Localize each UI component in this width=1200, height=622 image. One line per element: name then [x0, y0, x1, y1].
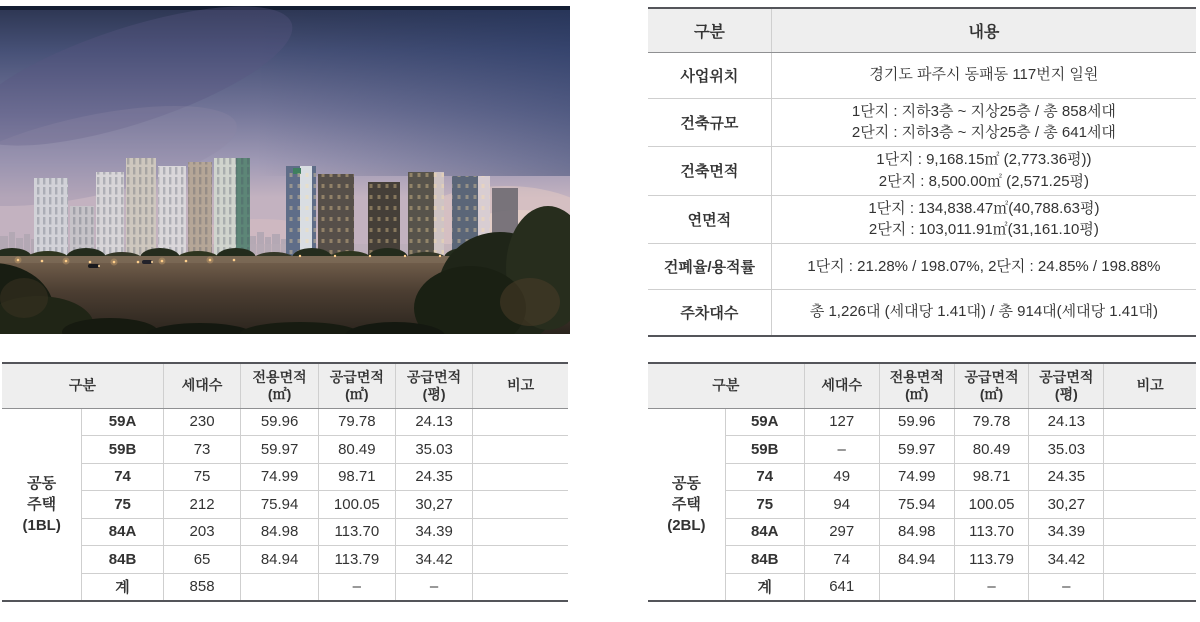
- remarks: [1104, 573, 1196, 601]
- supply-area-py: 24.35: [1029, 463, 1104, 491]
- exclusive-area: 74.99: [879, 463, 954, 491]
- info-row-gross-area: [648, 195, 1196, 244]
- supply-area-m2: 100.05: [954, 491, 1029, 519]
- exclusive-area: 59.97: [241, 436, 319, 464]
- remarks: [473, 518, 568, 546]
- info-row-label: 건축규모: [648, 98, 771, 147]
- supply-area-m2: 113.70: [954, 518, 1029, 546]
- unit-count: 203: [163, 518, 241, 546]
- unit-type: 59A: [725, 408, 804, 436]
- unit-type: 74: [725, 463, 804, 491]
- unit-type: 59A: [82, 408, 164, 436]
- supply-area-m2: 80.49: [954, 436, 1029, 464]
- total-label: 계: [725, 573, 804, 601]
- exclusive-area: 59.96: [241, 408, 319, 436]
- info-row-value: 1단지 : 21.28% / 198.07%, 2단지 : 24.85% / 198.88%: [771, 244, 1196, 290]
- unit-row: [648, 436, 1196, 464]
- remarks: [473, 491, 568, 519]
- unit-header-row: [2, 363, 568, 408]
- unit-header-gonggeup-m2: 공급면적 (㎡): [954, 363, 1029, 408]
- unit-header-gubun: 구분: [648, 363, 804, 408]
- unit-count: 74: [804, 546, 879, 574]
- unit-header-bigo: 비고: [473, 363, 568, 408]
- info-row-parking: [648, 290, 1196, 336]
- unit-count: 212: [163, 491, 241, 519]
- info-row-label: 건축면적: [648, 147, 771, 196]
- supply-area-m2: 113.79: [954, 546, 1029, 574]
- unit-count: 127: [804, 408, 879, 436]
- remarks: [1104, 491, 1196, 519]
- remarks: [473, 573, 568, 601]
- unit-count: 75: [163, 463, 241, 491]
- unit-type: 84A: [82, 518, 164, 546]
- info-row-label: 건폐율/용적률: [648, 244, 771, 290]
- info-header-row: [648, 8, 1196, 52]
- info-header-naeyong: 내용: [771, 8, 1196, 52]
- exclusive-area: 59.96: [879, 408, 954, 436]
- info-row-location: [648, 52, 1196, 98]
- unit-row: [2, 546, 568, 574]
- exclusive-area: 84.94: [241, 546, 319, 574]
- unit-table-1bl: [2, 362, 568, 602]
- unit-header-bigo: 비고: [1104, 363, 1196, 408]
- unit-header-gonggeup-m2: 공급면적 (㎡): [318, 363, 395, 408]
- info-row-label: 연면적: [648, 195, 771, 244]
- exclusive-area: 84.98: [241, 518, 319, 546]
- exclusive-area: 84.98: [879, 518, 954, 546]
- unit-table-2bl: [648, 362, 1196, 602]
- unit-type: 59B: [725, 436, 804, 464]
- unit-type: 84B: [82, 546, 164, 574]
- supply-area-py: 34.39: [1029, 518, 1104, 546]
- unit-row: [2, 518, 568, 546]
- unit-count: 94: [804, 491, 879, 519]
- exclusive-area: 74.99: [241, 463, 319, 491]
- info-row-scale: [648, 98, 1196, 147]
- unit-row: [648, 546, 1196, 574]
- remarks: [1104, 408, 1196, 436]
- unit-type: 75: [82, 491, 164, 519]
- project-info-table: [648, 7, 1196, 337]
- unit-row: [648, 408, 1196, 436]
- supply-area-m2: –: [318, 573, 395, 601]
- supply-area-py: 30,27: [395, 491, 473, 519]
- info-row-value: 1단지 : 9,168.15㎡ (2,773.36평)) 2단지 : 8,500.00㎡ (2,571.25평): [771, 147, 1196, 196]
- unit-count-total: 858: [163, 573, 241, 601]
- unit-type: 84B: [725, 546, 804, 574]
- unit-header-sedae: 세대수: [163, 363, 241, 408]
- info-row-value: 1단지 : 134,838.47㎡(40,788.63평) 2단지 : 103,011.91㎡(31,161.10평): [771, 195, 1196, 244]
- supply-area-py: –: [395, 573, 473, 601]
- supply-area-py: 35.03: [1029, 436, 1104, 464]
- unit-count: 49: [804, 463, 879, 491]
- supply-area-py: 35.03: [395, 436, 473, 464]
- supply-area-m2: 113.70: [318, 518, 395, 546]
- supply-area-py: –: [1029, 573, 1104, 601]
- group-label-2bl: 공동 주택 (2BL): [648, 408, 725, 601]
- unit-total-row: [2, 573, 568, 601]
- info-row-value: 1단지 : 지하3층 ~ 지상25층 / 총 858세대 2단지 : 지하3층 ~ 지상25층 / 총 641세대: [771, 98, 1196, 147]
- supply-area-m2: 113.79: [318, 546, 395, 574]
- unit-row: [2, 408, 568, 436]
- unit-row: [648, 463, 1196, 491]
- exclusive-area: 75.94: [879, 491, 954, 519]
- supply-area-m2: 98.71: [318, 463, 395, 491]
- unit-header-jeonyong: 전용면적 (㎡): [879, 363, 954, 408]
- info-header-gubun: 구분: [648, 8, 771, 52]
- total-label: 계: [82, 573, 164, 601]
- unit-row: [648, 518, 1196, 546]
- unit-type: 75: [725, 491, 804, 519]
- unit-count: 297: [804, 518, 879, 546]
- supply-area-m2: 100.05: [318, 491, 395, 519]
- unit-count-total: 641: [804, 573, 879, 601]
- unit-total-row: [648, 573, 1196, 601]
- remarks: [473, 436, 568, 464]
- exclusive-area: 84.94: [879, 546, 954, 574]
- info-row-label: 주차대수: [648, 290, 771, 336]
- supply-area-py: 24.13: [1029, 408, 1104, 436]
- exclusive-area: 75.94: [241, 491, 319, 519]
- dusk-apartment-illustration: [0, 6, 570, 334]
- exclusive-area: [879, 573, 954, 601]
- remarks: [473, 408, 568, 436]
- remarks: [1104, 436, 1196, 464]
- unit-row: [2, 491, 568, 519]
- unit-header-gubun: 구분: [2, 363, 163, 408]
- exclusive-area: [241, 573, 319, 601]
- unit-header-gonggeup-py: 공급면적 (평): [395, 363, 473, 408]
- info-row-value: 총 1,226대 (세대당 1.41대) / 총 914대(세대당 1.41대): [771, 290, 1196, 336]
- project-rendering-image: [0, 6, 570, 334]
- remarks: [473, 463, 568, 491]
- supply-area-m2: 98.71: [954, 463, 1029, 491]
- unit-header-row: [648, 363, 1196, 408]
- info-row-label: 사업위치: [648, 52, 771, 98]
- supply-area-m2: –: [954, 573, 1029, 601]
- info-row-building-area: [648, 147, 1196, 196]
- unit-header-jeonyong: 전용면적 (㎡): [241, 363, 319, 408]
- unit-count: 65: [163, 546, 241, 574]
- supply-area-py: 34.39: [395, 518, 473, 546]
- unit-row: [2, 463, 568, 491]
- unit-header-sedae: 세대수: [804, 363, 879, 408]
- remarks: [473, 546, 568, 574]
- supply-area-py: 34.42: [1029, 546, 1104, 574]
- unit-row: [2, 436, 568, 464]
- info-row-value: 경기도 파주시 동패동 117번지 일원: [771, 52, 1196, 98]
- supply-area-m2: 79.78: [954, 408, 1029, 436]
- group-label-1bl: 공동 주택 (1BL): [2, 408, 82, 601]
- unit-count: –: [804, 436, 879, 464]
- supply-area-py: 34.42: [395, 546, 473, 574]
- unit-type: 84A: [725, 518, 804, 546]
- unit-type: 59B: [82, 436, 164, 464]
- supply-area-m2: 80.49: [318, 436, 395, 464]
- remarks: [1104, 518, 1196, 546]
- unit-type: 74: [82, 463, 164, 491]
- supply-area-py: 24.35: [395, 463, 473, 491]
- exclusive-area: 59.97: [879, 436, 954, 464]
- supply-area-py: 30,27: [1029, 491, 1104, 519]
- unit-count: 230: [163, 408, 241, 436]
- remarks: [1104, 463, 1196, 491]
- remarks: [1104, 546, 1196, 574]
- unit-header-gonggeup-py: 공급면적 (평): [1029, 363, 1104, 408]
- unit-row: [648, 491, 1196, 519]
- unit-count: 73: [163, 436, 241, 464]
- supply-area-m2: 79.78: [318, 408, 395, 436]
- info-row-coverage-ratio: [648, 244, 1196, 290]
- supply-area-py: 24.13: [395, 408, 473, 436]
